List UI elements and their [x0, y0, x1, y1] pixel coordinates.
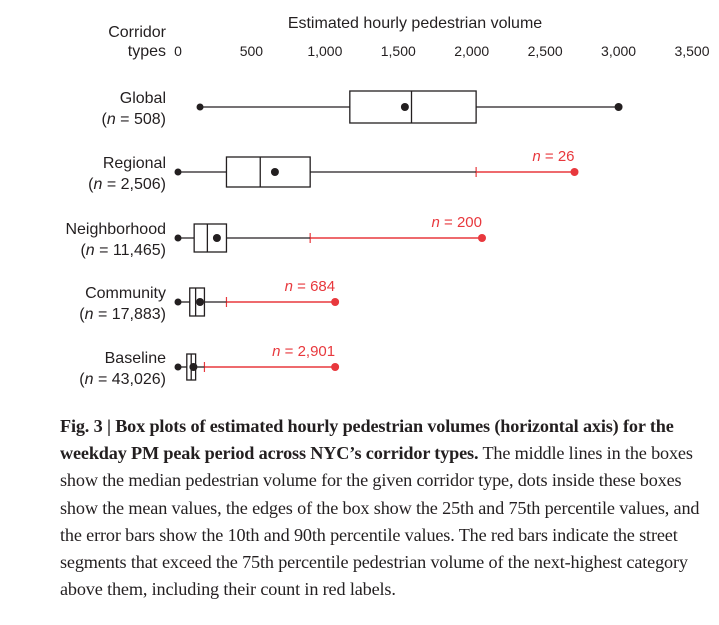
iqr-box [226, 157, 310, 187]
x-tick-label: 2,500 [527, 43, 563, 59]
exceed-end-dot [331, 298, 339, 306]
caption-body-text: The middle lines in the boxes show the median pedestrian volume for the given corridor type, dots inside these boxes show the mean values, the edges of the box show the 25th and 75th percentile values, and the error bars show the 10th and 90th percentile values. The red bars indicate the street segments that exceed the 75th percentile pedestrian volume of the next-highest category above them, including their count in red labels. [60, 443, 700, 600]
x-tick-label: 1,000 [307, 43, 343, 59]
low-end-dot [175, 364, 182, 371]
low-end-dot [175, 235, 182, 242]
category-label: Global [119, 90, 166, 107]
low-end-dot [175, 169, 182, 176]
y-header-line-2: types [127, 43, 166, 60]
exceed-count-label: n = 26 [532, 148, 575, 165]
x-tick-label: 500 [239, 43, 264, 59]
caption-fig-label: Fig. 3 | [60, 416, 116, 436]
x-tick-label: 3,500 [674, 43, 710, 59]
category-count-label: (n = 17,883) [79, 306, 166, 323]
category-count-label: (n = 43,026) [79, 371, 166, 388]
category-count-label: (n = 11,465) [80, 242, 166, 259]
category-label: Baseline [104, 350, 166, 367]
box-row-baseline [79, 343, 339, 388]
box-row-regional [88, 148, 578, 193]
x-tick-label: 1,500 [380, 43, 416, 59]
exceed-end-dot [571, 168, 579, 176]
category-count-label: (n = 2,506) [88, 176, 166, 193]
low-end-dot [175, 299, 182, 306]
exceed-count-label: n = 200 [431, 214, 482, 231]
y-header-line-1: Corridor [108, 24, 166, 41]
x-axis-ticks [174, 43, 710, 59]
x-tick-label: 2,000 [454, 43, 490, 59]
x-tick-label: 3,000 [601, 43, 637, 59]
category-label: Community [85, 285, 166, 302]
chart-title: Estimated hourly pedestrian volume [287, 15, 543, 32]
category-count-label: (n = 508) [101, 111, 166, 128]
low-end-dot [197, 104, 204, 111]
iqr-box [194, 224, 226, 252]
box-row-community [79, 278, 339, 323]
box-row-global [102, 90, 623, 128]
category-label: Regional [102, 155, 166, 172]
mean-dot [271, 168, 279, 176]
exceed-count-label: n = 684 [284, 278, 336, 295]
mean-dot [401, 103, 409, 111]
category-label: Neighborhood [65, 221, 166, 238]
mean-dot [189, 363, 197, 371]
iqr-box [350, 91, 476, 123]
high-end-dot [615, 103, 623, 111]
exceed-end-dot [478, 234, 486, 242]
x-tick-label: 0 [174, 43, 182, 59]
figure-caption [60, 413, 710, 603]
box-row-neighborhood [65, 214, 486, 259]
box-rows [65, 90, 622, 388]
mean-dot [213, 234, 221, 242]
exceed-end-dot [331, 363, 339, 371]
mean-dot [196, 298, 204, 306]
exceed-count-label: n = 2,901 [272, 343, 336, 360]
caption-bold-text: Box plots of estimated hourly pedestrian volumes (horizontal axis) for the weekday PM peak period across NYC’s corridor types. [60, 416, 674, 464]
